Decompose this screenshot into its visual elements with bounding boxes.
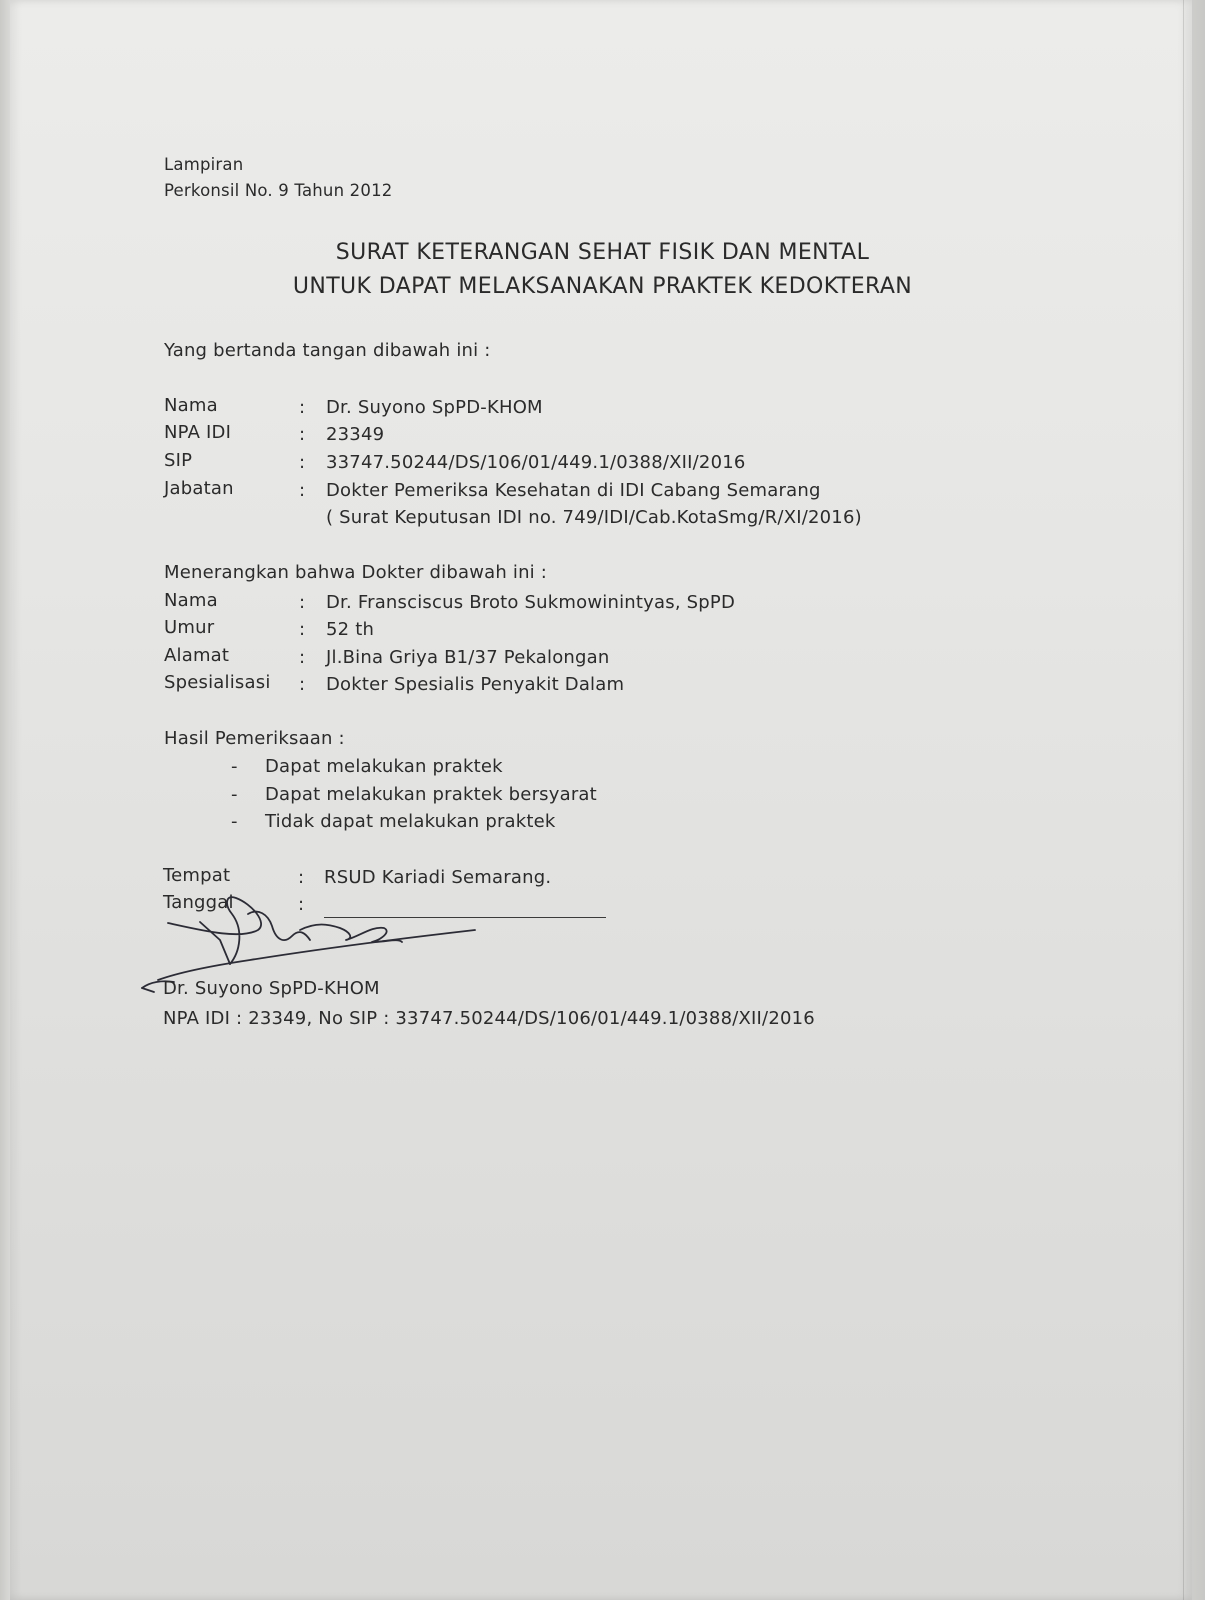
- signatory-sip-label: SIP: [164, 450, 193, 471]
- result-option-2: Dapat melakukan praktek bersyarat: [265, 784, 597, 805]
- results-heading: Hasil Pemeriksaan :: [164, 728, 345, 749]
- document-title-line2: UNTUK DAPAT MELAKSANAKAN PRAKTEK KEDOKTERAN: [292, 274, 913, 299]
- colon: :: [298, 894, 305, 915]
- bullet-dash: -: [231, 784, 238, 805]
- subject-name-value: Dr. Fransciscus Broto Sukmowinintyas, SpPD: [326, 592, 736, 613]
- subject-name-label: Nama: [164, 590, 218, 611]
- bullet-dash: -: [231, 811, 238, 832]
- signatory-npa-value: 23349: [326, 424, 385, 445]
- colon: :: [298, 867, 305, 888]
- subject-intro: Menerangkan bahwa Dokter dibawah ini :: [164, 562, 548, 583]
- place-value: RSUD Kariadi Semarang.: [324, 867, 552, 888]
- signatory-decree-note: ( Surat Keputusan IDI no. 749/IDI/Cab.KotaSmg/R/XI/2016): [326, 507, 862, 528]
- result-option-3: Tidak dapat melakukan praktek: [265, 811, 556, 832]
- colon: :: [299, 619, 306, 640]
- colon: :: [299, 592, 306, 613]
- signatory-name-value: Dr. Suyono SpPD-KHOM: [326, 397, 543, 418]
- colon: :: [299, 397, 306, 418]
- date-label: Tanggal: [163, 892, 234, 913]
- signatory-name-label: Nama: [164, 395, 218, 416]
- signatory-sip-value: 33747.50244/DS/106/01/449.1/0388/XII/2016: [326, 452, 746, 473]
- colon: :: [299, 647, 306, 668]
- subject-age-label: Umur: [164, 617, 215, 638]
- subject-age-value: 52 th: [326, 619, 375, 640]
- signatory-position-label: Jabatan: [164, 478, 234, 499]
- subject-specialization-label: Spesialisasi: [164, 672, 271, 693]
- signatory-npa-label: NPA IDI: [164, 422, 232, 443]
- colon: :: [299, 674, 306, 695]
- colon: :: [299, 480, 306, 501]
- header-attachment: Lampiran: [164, 155, 244, 174]
- intro-text: Yang bertanda tangan dibawah ini :: [164, 340, 491, 361]
- bullet-dash: -: [231, 756, 238, 777]
- subject-address-label: Alamat: [164, 645, 230, 666]
- subject-specialization-value: Dokter Spesialis Penyakit Dalam: [326, 674, 625, 695]
- result-option-1: Dapat melakukan praktek: [265, 756, 503, 777]
- signer-name: Dr. Suyono SpPD-KHOM: [163, 978, 380, 999]
- document-title-line1: SURAT KETERANGAN SEHAT FISIK DAN MENTAL: [335, 240, 870, 265]
- header-regulation: Perkonsil No. 9 Tahun 2012: [164, 181, 393, 200]
- signer-credentials: NPA IDI : 23349, No SIP : 33747.50244/DS/106/01/449.1/0388/XII/2016: [163, 1008, 815, 1029]
- signatory-position-value: Dokter Pemeriksa Kesehatan di IDI Cabang Semarang: [326, 480, 821, 501]
- colon: :: [299, 452, 306, 473]
- subject-address-value: Jl.Bina Griya B1/37 Pekalongan: [326, 647, 610, 668]
- colon: :: [299, 424, 306, 445]
- place-label: Tempat: [163, 865, 231, 886]
